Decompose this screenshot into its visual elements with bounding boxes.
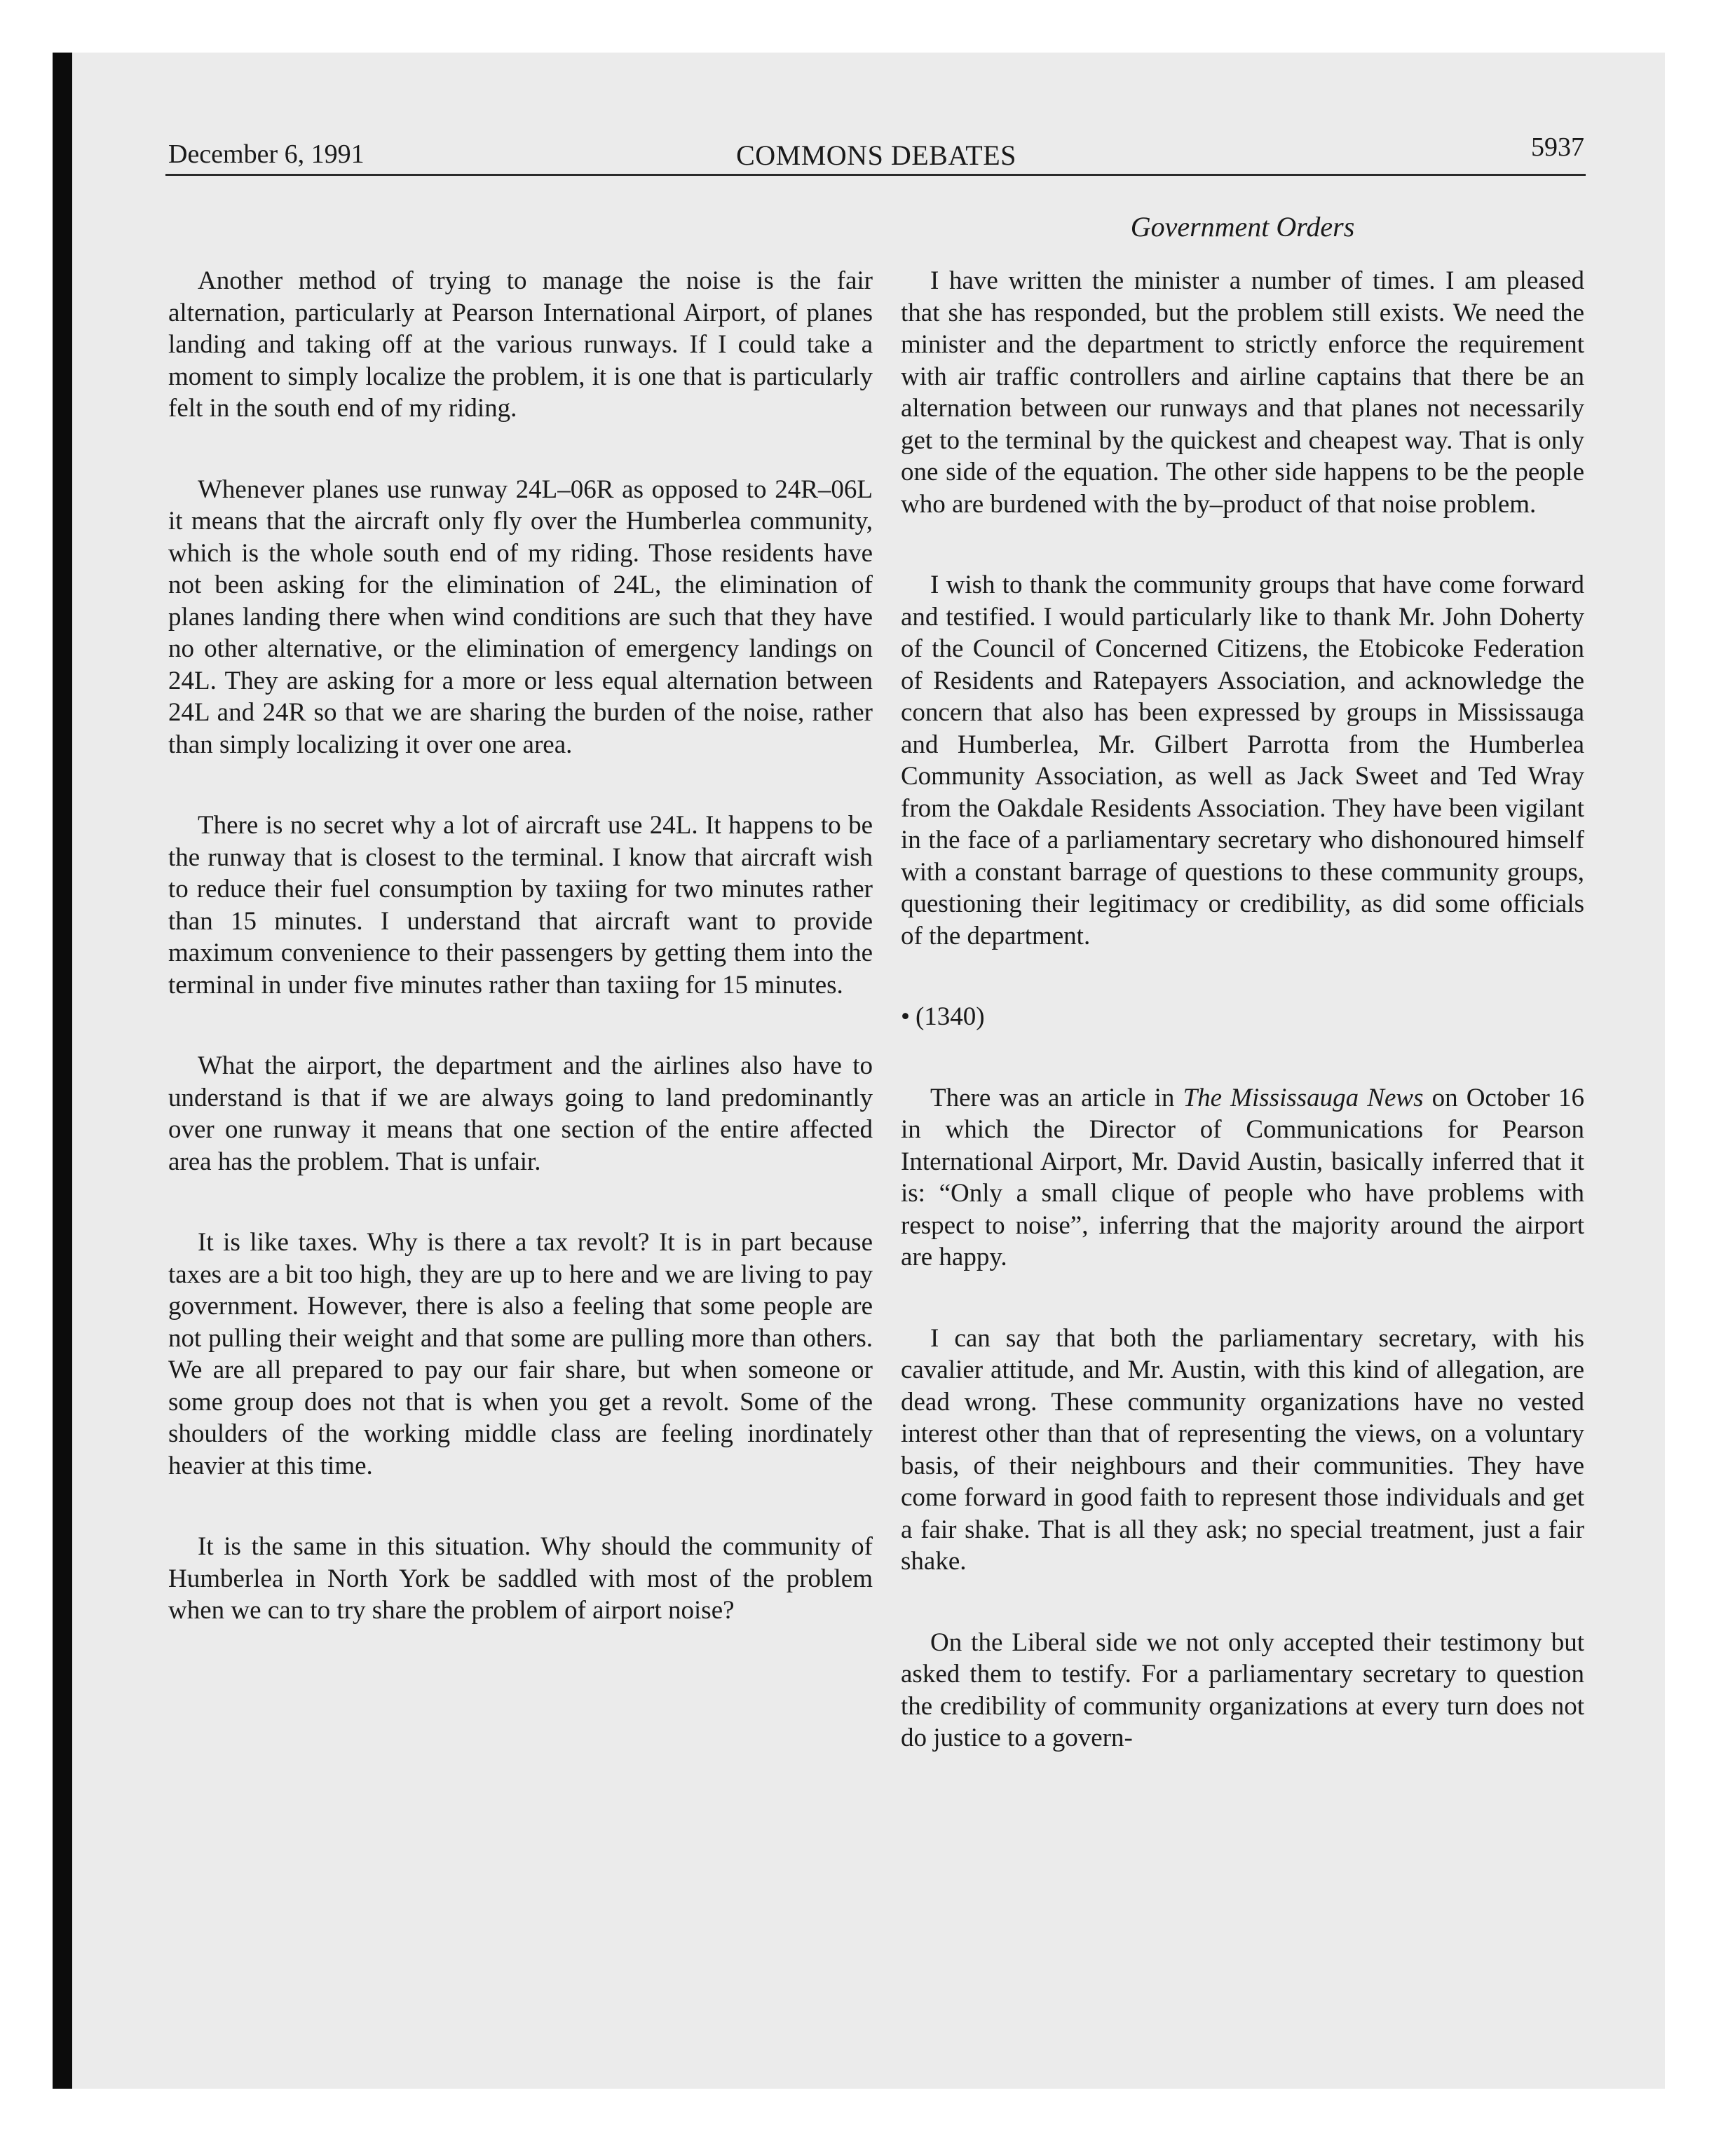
paragraph: Whenever planes use runway 24L–06R as opposed to 24R–06L it means that the aircraft only fly over the Humberlea community, which is the whole south end of my riding. Those residents have not been asking for the elimination of 24L, the elimination of planes landing there when wind conditions are such that they have no other alternative, or the elimination of emergency landings on 24L. They are asking for a more or less equal alternation between 24L and 24R so that we are sharing the burden of the noise, rather than simply localizing it over one area.: [168, 475, 873, 759]
paragraph: I can say that both the parliamentary secretary, with his cavalier attitude, and Mr. Austin, with this kind of allegation, are dead wrong. These community organizations have no vested interest other than that of representing the views, on a voluntary basis, of their neighbours and their communities. They have come forward in good faith to represent those individuals and get a fair shake. That is all they ask; no special treatment, just a fair shake.: [901, 1323, 1584, 1576]
section-title: Government Orders: [1130, 211, 1355, 243]
paragraph: I have written the minister a number of times. I am pleased that she has responded, but the problem still exists. We need the minister and the department to strictly enforce the requirement with air traffic controllers and airline captains that there be an alternation between our runways and that planes not necessarily get to the terminal by the quickest and cheapest way. That is only one side of the equation. The other side happens to be the people who are burdened with the by–product of that noise problem.: [901, 266, 1584, 519]
timestamp-text: (1340): [915, 1002, 985, 1031]
paragraph: There is no secret why a lot of aircraft use 24L. It happens to be the runway that is closest to the terminal. I know that aircraft wish to reduce their fuel consumption by taxiing for two minutes rather than 15 minutes. I understand that aircraft want to provide maximum convenience to their passengers by getting them into the terminal in under five minutes rather than taxiing for 15 minutes.: [168, 811, 873, 999]
header-rule: [165, 174, 1586, 176]
timestamp-marker: [901, 1001, 1584, 1033]
running-header: [168, 132, 1584, 171]
left-column: [168, 265, 873, 1676]
paragraph: It is like taxes. Why is there a tax revolt? It is in part because taxes are a bit too high, they are up to here and we are living to pay government. However, there is also a feeling that some people are not pulling their weight and that some are pulling more than others. We are all prepared to pay our fair share, but when someone or some group does not that is when you get a revolt. Some of the shoulders of the working middle class are feeling inordinately heavier at this time.: [168, 1228, 873, 1480]
paragraph-text: There was an article in: [930, 1083, 1183, 1112]
paragraph: On the Liberal side we not only accepted their testimony but asked them to testify. For a parliamentary secretary to question the credibility of community organizations at every turn does not do justice to a govern-: [901, 1628, 1584, 1752]
paragraph: I wish to thank the community groups that have come forward and testified. I would particularly like to thank Mr. John Doherty of the Council of Concerned Citizens, the Etobicoke Federation of Residents and Ratepayers Association, and acknowledge the concern that also has been expressed by groups in Mississauga and Humberlea, Mr. Gilbert Parrotta from the Humberlea Community Association, as well as Jack Sweet and Ted Wray from the Oakdale Residents Association. They have been vigilant in the face of a parliamentary secretary who dishonoured himself with a constant barrage of questions to these community groups, questioning their legitimacy or credibility, as did some officials of the department.: [901, 571, 1584, 950]
header-date: December 6, 1991: [168, 139, 365, 169]
right-column: [901, 265, 1584, 1803]
header-journal-title: COMMONS DEBATES: [736, 139, 1016, 171]
header-page-number: 5937: [1531, 132, 1584, 162]
paragraph: Another method of trying to manage the noise is the fair alternation, particularly at Pearson International Airport, of planes landing and taking off at the various runways. If I could take a moment to simply localize the problem, it is one that is particularly felt in the south end of my riding.: [168, 266, 873, 423]
publication-title: The Mississauga News: [1183, 1083, 1424, 1112]
paragraph: [901, 1082, 1584, 1274]
scan-binding-edge: [53, 53, 72, 2089]
paragraph: It is the same in this situation. Why should the community of Humberlea in North York be saddled with most of the problem when we can to try share the problem of airport noise?: [168, 1532, 873, 1625]
bullet-icon: •: [901, 1002, 910, 1031]
paragraph-text: on October 16 in which the Director of Communications for Pearson International Airport, Mr. David Austin, basically inferred that it is: “Only a small clique of people who have problems with respect to noise”, inferring that the majority around the airport are happy.: [901, 1083, 1585, 1271]
paragraph: What the airport, the department and the airlines also have to understand is that if we are always going to land predominantly over one runway it means that one section of the entire affected area has the problem. That is unfair.: [168, 1051, 873, 1176]
